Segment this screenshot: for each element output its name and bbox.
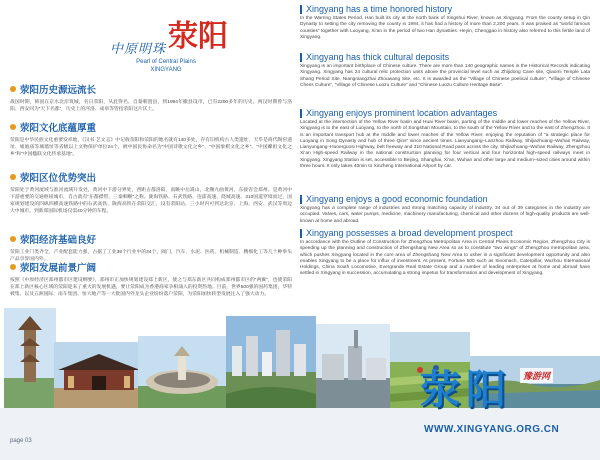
section-location-cn [10,170,292,215]
section-heading: Xingyang enjoys prominent location advantages [306,108,498,118]
section-body: 战国时期，韩国在京水北岸筑城，名曰荥阳，从此得名。自秦朝置县，到1994年撤县设市，已有2200多年的历史，两汉时期曾与洛阳、西安同为“天下名都”，历史上的河洛、成皋等皆指荥阳这片沃土。 [10,100,292,112]
section-culture-en [300,52,590,89]
heading-bar-icon [300,229,302,238]
section-heading: 荥阳发展前景广阔 [20,263,97,274]
section-body: Xingyang is an important birthplace of Chinese culture. There are more than 140 geographic names in the Historical Records indicating Xingyang. Xingyang has 24 cultural relic protection units above the provincial level such as Zhijidong Cave site, Qiaomi Temple Lata Shang Period Site, Niangniangzhai Zhouwang Site, etc. It is awarded as the “Village of Chinese poetical culture”, “Village of Chinese Chess Culture”, “Village of Chinese Luozu Culture” and “Chinese Luozu Culture Heritage Base”. [300,64,590,88]
bullet-dot-icon [10,124,16,130]
section-body: 荥阳处于黄河流域与淮河流域开发处，黄河中下游分界处，西距古都洛阳，南眺中岳嵩山，北濒九曲黄河，东接省会郑州。是黄河中下游重要的交通枢纽城市，自古就有“东都襟带，三秦咽喉”之称。陇海铁路、石武铁路、连霍高速、绕城高速、310国道穿境而过，国家规划建设的四纵四横高速铁路中的石武高铁、陇海高铁在荥阳交汇，设有荥阳站，三小时内可到达北京、上海、西安、武汉等周边大中城市。到新郑国际机场仅需40分钟的车程。 [10,188,292,214]
logo-english [116,58,216,74]
stadium-photo [138,336,226,408]
section-body: 荥阳工业门类齐全，产业配套能力强，占据了工业39个行业中的34个，阀门、汽车、水泥、医药、机械制造、精细化工等几十种拳头产品享誉国内外。 [10,250,292,262]
right-column [300,0,592,300]
section-prospect-en [300,228,590,278]
heading-bar-icon [300,5,302,14]
brand-city-name: 荥阳 [420,367,512,413]
section-body: 按照《中原经济区郑州都市区建设纲要》，郑州市正加快规划建设郑上新区，使之与郑东新区共同构成郑州都市区的“两翼”，也使荥阳在郑上新区核心区域的荥阳迎来了重大的发展机遇，要让荥阳成为香港商家争相涌入的投资热地。目前，世界500强的国药集团，华特被集、以及五洲国际、南车集团、恒大地产等一大批国内外龙头企业纷纷落户荥阳，为荥阳加快转型发展注入了强大动力。 [10,278,292,297]
logo-english-line1: Pearl of Central Plains [136,59,196,65]
city-logo [110,20,240,80]
section-culture-cn [10,120,292,158]
left-column [0,0,292,300]
section-economy-cn [10,232,292,263]
section-body: Located at the intersection of the Yellow River basin and Huai River basin, parting of the middle and lower reaches of the Yellow River, Xingyang is to the east of Luoyang, to the north of Songshan Mountain, to the south of the Yellow River and to the east of Zhengzhou. It is an important transport hub at the middle and lower reaches of the Yellow River, enjoying the reputation of “a strategic place for Luoyang in Song Dynasty and hub of three Qins” since ancient times. Lianyungang–Lanzhou Railway, Shijiazhuang–Wuhan Railway, Lianyungang–Huoerguosi Highway, belt freeway and 310 National Road pass across the city. Shijiazhuang–Wuhan Railway, Zhengzhou Xi’an High-speed Railway in the national construction planning for four vertical and four horizontal high-speed railways meet in Xingyang. Xingyang Station is set, accessible to Beijing, Shanghai, Xi’an, Wuhan and other large and medium–sized cities around within three hours. It only takes 40min to Xinzheng International Airport by car. [300,120,590,170]
section-history-en [300,4,590,41]
logo-english-line2: XINGYANG [150,67,182,73]
section-body: Xingyang has a complete range of industries and strong matching capacity of industry, 34 out of 39 categories in the industry are occupied. Valves, cars, water pumps, medicine, machinery manufacturing, chemical and other dozens of high-quality products are well-known at home and abroad. [300,206,590,224]
section-heading: Xingyang possesses a broad development prospect [306,228,513,238]
heading-bar-icon [300,109,302,118]
bullet-dot-icon [10,264,16,270]
website-url[interactable]: WWW.XINGYANG.ORG.CN [424,424,560,435]
temple-gate-photo [54,342,144,408]
section-heading: 荥阳经济基础良好 [20,235,97,246]
section-prospect-cn [10,260,292,298]
section-heading: Xingyang has thick cultural deposits [306,52,450,62]
section-heading: 荥阳文化底蕴厚重 [20,123,97,134]
site-brand-logo [420,358,598,418]
pagoda-photo [4,308,56,408]
heading-bar-icon [300,195,302,204]
page-number: page 03 [10,438,32,444]
section-body: 荥阳是中华民族文化重要发祥地，《汉书·艺文志》中记载荥阳和荥阳的地名就有140多处，存有旧机构古人类遗址，天毕是商代陶窑遗址、娘娘庙等城墙址等省级以上文物保护单位24个，被中国民协命名为“中国诗歌文化之乡”、“中国象棋文化之乡”、“中国嫘祖文化之乡”和“中国楹联文化传承基地”。 [10,138,292,157]
section-economy-en [300,194,590,225]
bullet-dot-icon [10,236,16,242]
section-body: In accordance with the Outline of Construction for Zhengzhou Metropolitan Area in Central Plains Economic Region, Zhengzhou City is speeding up the planning and construction of Zhengshang New Area so as to constitute “two wings” of Zhengzhou metropolitan area, which pushes Xingyang located in the core area of Zhengshang New Area to usher in a significant development opportunity and also enables Xingyang to be a place for influx of investment. At present, Fortune 500 such as Sinomach, Caterpillar, Wuzhou International Holdings, China South Locomotive, Evergrande Real Estate Group and a number of leading enterprises at home and abroad have settled in Xingyang in succession, accumulating a strong impetus for transformation and development of Xingyang. [300,240,590,277]
section-heading: Xingyang enjoys a good economic foundation [306,194,488,204]
bullet-dot-icon [10,174,16,180]
heading-bar-icon [300,53,302,62]
bullet-dot-icon [10,86,16,92]
city-skyline-photo [226,316,316,408]
industrial-photo [316,324,390,408]
brand-subtitle: 豫游网 [520,368,553,383]
section-heading: Xingyang has a time honored history [306,4,453,14]
section-body: In the Warring States Period, Han built its city at the north bank of Xingshui River, known as Xingyang. From the county setup in Qin Dynasty to setting the city removing the county in 1994, it has had a history of more than 2,200 years. It was praised as “world famous counties” together with Luoyang, Xi’an in the period of two Han dynasties. Heyin, Chenggao in history also referred to this fertile land of Xingyang. [300,16,590,40]
section-heading: 荥阳历史源远流长 [20,85,97,96]
logo-city-name-cn: 荥阳 [168,19,228,54]
logo-slogan-cn: 中原明珠 [110,42,167,57]
section-heading: 荥阳区位优势突出 [20,173,97,184]
section-history-cn [10,82,292,113]
section-location-en [300,108,590,170]
